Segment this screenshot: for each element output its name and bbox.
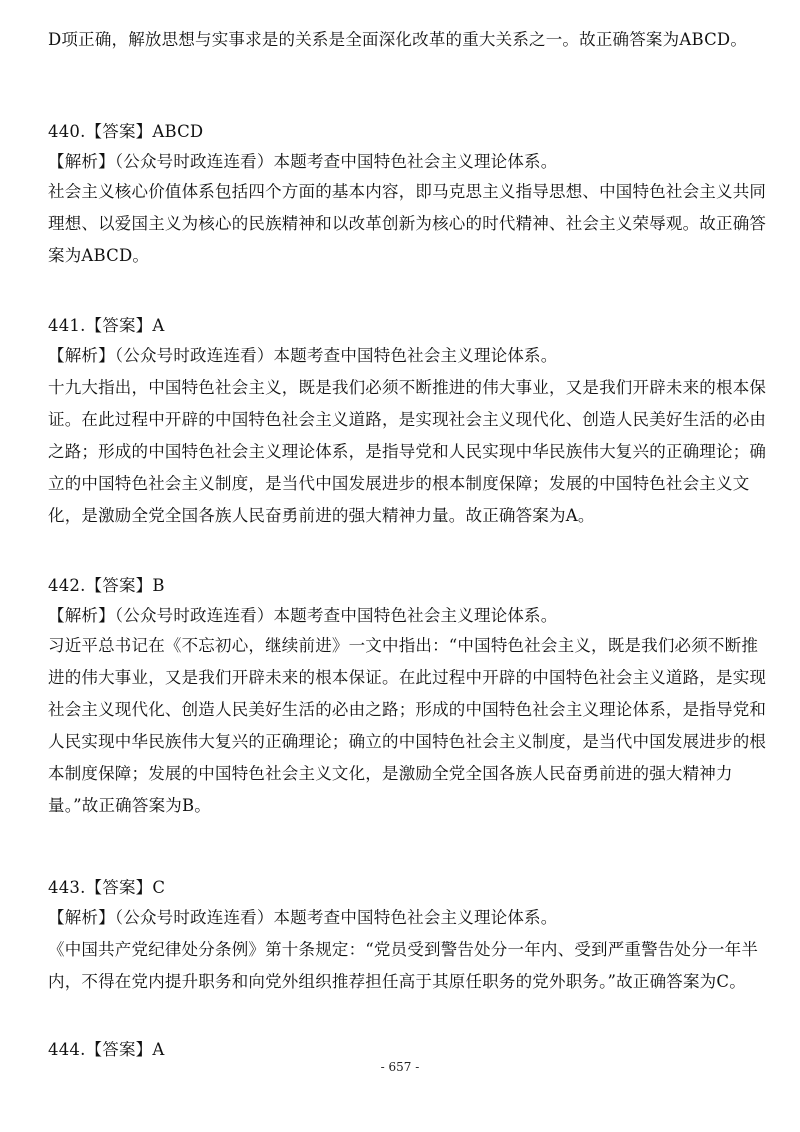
analysis-title-443: 【解析】（公众号时政连连看）本题考查中国特色社会主义理论体系。 xyxy=(48,908,558,927)
analysis-line-441-1: 十九大指出，中国特色社会主义，既是我们必须不断推进的伟大事业，又是我们开辟未来的根本保 xyxy=(48,378,767,397)
answer-442: 442.【答案】B xyxy=(48,576,165,595)
intro-line: D项正确，解放思想与实事求是的关系是全面深化改革的重大关系之一。故正确答案为ABCD。 xyxy=(48,30,748,49)
analysis-line-440-2: 理想、以爱国主义为核心的民族精神和以改革创新为核心的时代精神、社会主义荣辱观。故正确答 xyxy=(48,214,767,233)
analysis-line-441-4: 立的中国特色社会主义制度，是当代中国发展进步的根本制度保障；发展的中国特色社会主义文 xyxy=(48,474,750,493)
analysis-line-441-5: 化，是激励全党全国各族人民奋勇前进的强大精神力量。故正确答案为A。 xyxy=(48,506,595,525)
analysis-title-440: 【解析】（公众号时政连连看）本题考查中国特色社会主义理论体系。 xyxy=(48,152,558,171)
analysis-line-442-2: 进的伟大事业，又是我们开辟未来的根本保证。在此过程中开辟的中国特色社会主义道路，是实现 xyxy=(48,668,767,687)
analysis-line-442-6: 量。”故正确答案为B。 xyxy=(48,796,212,815)
answer-444: 444.【答案】A xyxy=(48,1040,165,1059)
answer-443: 443.【答案】C xyxy=(48,878,166,897)
answer-441: 441.【答案】A xyxy=(48,316,165,335)
analysis-line-440-3: 案为ABCD。 xyxy=(48,246,150,265)
analysis-line-442-4: 人民实现中华民族伟大复兴的正确理论；确立的中国特色社会主义制度，是当代中国发展进步的根 xyxy=(48,732,767,751)
analysis-line-443-1: 《中国共产党纪律处分条例》第十条规定：“党员受到警告处分一年内、受到严重警告处分一年半 xyxy=(48,940,759,959)
analysis-line-443-2: 内，不得在党内提升职务和向党外组织推荐担任高于其原任职务的党外职务。”故正确答案为C。 xyxy=(48,972,746,991)
page-number: - 657 - xyxy=(380,1060,420,1074)
analysis-line-441-3: 之路；形成的中国特色社会主义理论体系，是指导党和人民实现中华民族伟大复兴的正确理论；确 xyxy=(48,442,767,461)
answer-440: 440.【答案】ABCD xyxy=(48,122,204,141)
analysis-line-441-2: 证。在此过程中开辟的中国特色社会主义道路，是实现社会主义现代化、创造人民美好生活的必由 xyxy=(48,410,767,429)
analysis-line-440-1: 社会主义核心价值体系包括四个方面的基本内容，即马克思主义指导思想、中国特色社会主义共同 xyxy=(48,182,767,201)
analysis-title-441: 【解析】（公众号时政连连看）本题考查中国特色社会主义理论体系。 xyxy=(48,346,558,365)
analysis-line-442-3: 社会主义现代化、创造人民美好生活的必由之路；形成的中国特色社会主义理论体系，是指导党和 xyxy=(48,700,767,719)
analysis-title-442: 【解析】（公众号时政连连看）本题考查中国特色社会主义理论体系。 xyxy=(48,606,558,625)
analysis-line-442-1: 习近平总书记在《不忘初心，继续前进》一文中指出：“中国特色社会主义，既是我们必须不断推 xyxy=(48,636,759,655)
analysis-line-442-5: 本制度保障；发展的中国特色社会主义文化，是激励全党全国各族人民奋勇前进的强大精神力 xyxy=(48,764,733,783)
